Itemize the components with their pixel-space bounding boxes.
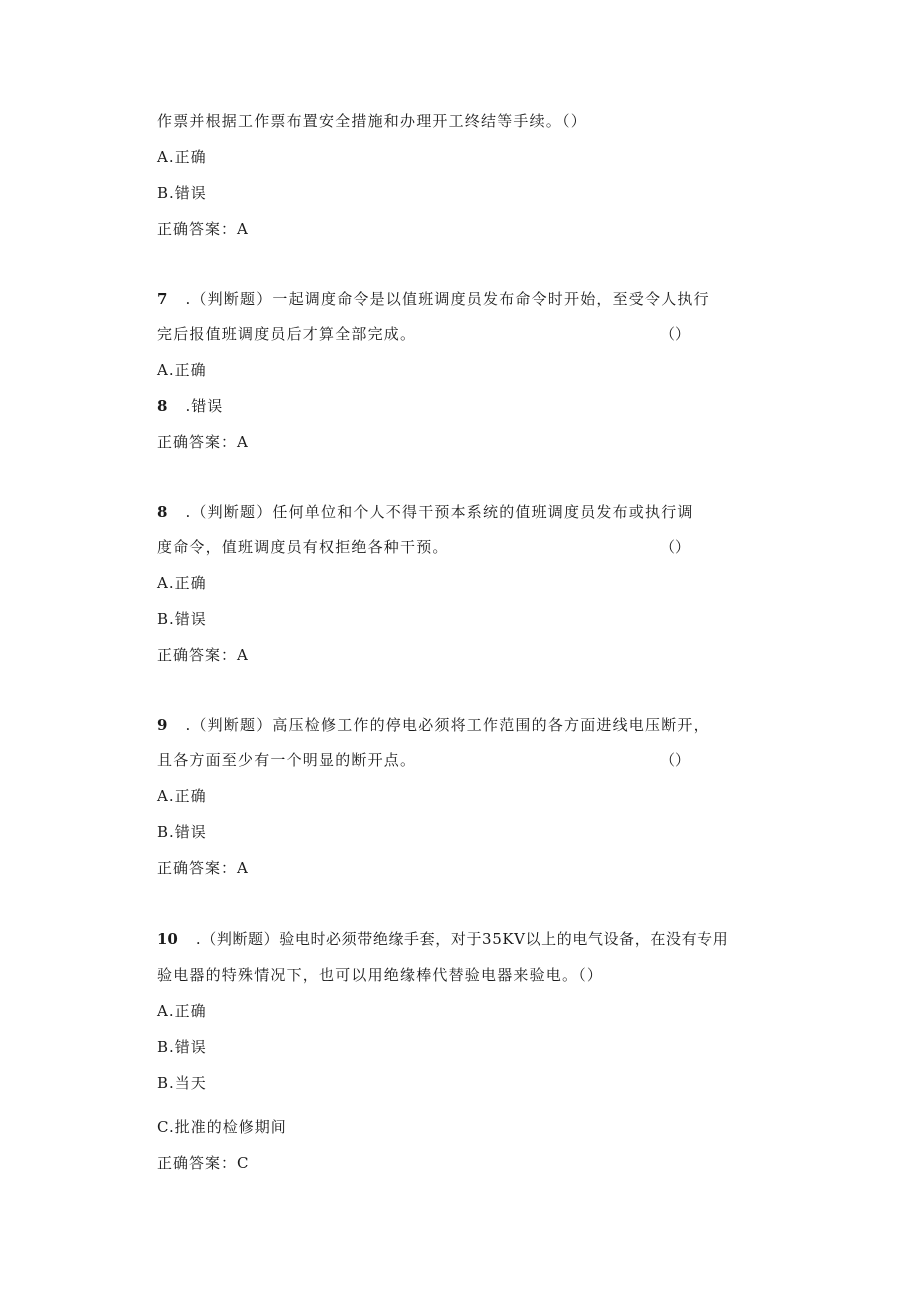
question-8-line-1	[157, 502, 694, 522]
question-10-option-a: A.正确	[157, 1002, 207, 1020]
question-10-number: 10	[157, 930, 178, 948]
question-9-number: 9	[157, 716, 168, 734]
question-10-option-b: B.错误	[157, 1038, 207, 1056]
question-7-number: 7	[157, 290, 168, 308]
question-8-answer: 正确答案：A	[157, 646, 249, 664]
question-7-separator: .	[185, 290, 192, 308]
question-6-answer: 正确答案：A	[157, 220, 249, 238]
question-8-option-b: B.错误	[157, 610, 207, 628]
question-8-separator: .	[185, 503, 192, 521]
question-9-line-2: 且各方面至少有一个明显的断开点。	[157, 751, 417, 769]
question-8-line-2: 度命令，值班调度员有权拒绝各种干预。	[157, 538, 449, 556]
question-10-option-b-extra: B.当天	[157, 1074, 207, 1092]
question-10-line-2: 验电器的特殊情况下，也可以用绝缘棒代替验电器来验电。（）	[157, 966, 604, 984]
question-8-number: 8	[157, 503, 168, 521]
question-10-option-c: C.批准的检修期间	[157, 1118, 287, 1136]
question-9-answer: 正确答案：A	[157, 859, 249, 877]
question-7-option-a: A.正确	[157, 361, 207, 379]
question-8-text-1: （判断题）任何单位和个人不得干预本系统的值班调度员发布或执行调	[191, 503, 694, 521]
question-8-answer-parens: （）	[660, 538, 691, 556]
question-7-line-2: 完后报值班调度员后才算全部完成。	[157, 325, 417, 343]
question-6-option-b: B.错误	[157, 184, 207, 202]
question-10-answer: 正确答案：C	[157, 1154, 250, 1172]
question-9-line-1	[157, 715, 710, 735]
question-7-option-b-text: .错误	[185, 397, 224, 415]
question-9-text-1: （判断题）高压检修工作的停电必须将工作范围的各方面进线电压断开，	[191, 716, 710, 734]
question-7-answer: 正确答案：A	[157, 433, 249, 451]
question-7-answer-parens: （）	[660, 325, 691, 343]
question-6-continuation: 作票并根据工作票布置安全措施和办理开工终结等手续。（）	[157, 112, 587, 130]
question-8-option-a: A.正确	[157, 574, 207, 592]
question-7-option-b	[157, 396, 223, 416]
question-6-option-a: A.正确	[157, 148, 207, 166]
question-7-line-1	[157, 289, 710, 309]
question-9-separator: .	[185, 716, 192, 734]
question-9-option-a: A.正确	[157, 787, 207, 805]
question-9-answer-parens: （）	[660, 751, 691, 769]
question-9-option-b: B.错误	[157, 823, 207, 841]
question-10-separator: .	[195, 930, 202, 948]
question-7-option-b-number: 8	[157, 397, 168, 415]
question-7-text-1: （判断题）一起调度命令是以值班调度员发布命令时开始，至受令人执行	[191, 290, 710, 308]
question-10-text-1: （判断题）验电时必须带绝缘手套，对于35KV以上的电气设备，在没有专用	[201, 930, 729, 948]
question-10-line-1	[157, 929, 728, 949]
